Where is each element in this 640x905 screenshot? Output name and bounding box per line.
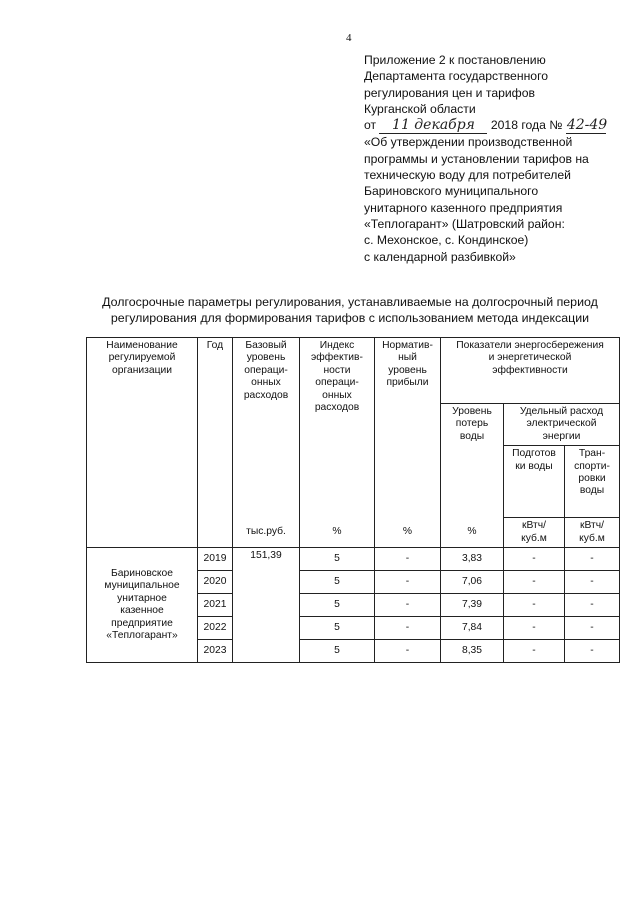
units-loss: % [441,518,504,548]
units-index: % [300,518,375,548]
handwritten-number: 42-49 [566,117,608,134]
title-line-2: регулирования для формирования тарифов с использованием метода индексации [110,311,590,325]
transport-cell: - [565,548,620,571]
profit-cell: - [375,617,441,640]
transport-cell: - [565,640,620,663]
transport-cell: - [565,617,620,640]
year-cell: 2021 [198,594,233,617]
appendix-subject-line: Бариновского муниципального [364,184,539,199]
date-year: 2018 года № [490,118,563,133]
year-cell: 2022 [198,617,233,640]
appendix-date-line [364,117,632,134]
appendix-subject-line: с календарной разбивкой» [364,249,516,264]
index-cell: 5 [300,640,375,663]
header-transport: Тран- спорти- ровки воды [565,446,620,518]
org-name-cell: Бариновское муниципальное унитарное казенное предприятие «Теплогарант» [87,548,198,663]
units-prep: кВтч/ куб.м [504,518,565,548]
transport-cell: - [565,594,620,617]
prep-cell: - [504,594,565,617]
appendix-line: Приложение 2 к постановлению [364,53,546,67]
units-org [87,518,198,548]
loss-cell: 3,83 [441,548,504,571]
loss-cell: 8,35 [441,640,504,663]
appendix-subject-line: с. Мехонское, с. Кондинское) [364,233,529,248]
prep-cell: - [504,617,565,640]
header-row-1 [87,338,620,404]
appendix-subject-line: «Об утверждении производственной [364,135,573,150]
prep-cell: - [504,548,565,571]
appendix-header [364,52,632,265]
appendix-subject-line: «Теплогарант» (Шатровский район: [364,216,565,231]
prep-cell: - [504,640,565,663]
appendix-line: Курганской области [364,101,476,116]
index-cell: 5 [300,617,375,640]
loss-cell: 7,06 [441,571,504,594]
year-cell: 2020 [198,571,233,594]
header-org: Наименование регулируемой организации [87,338,198,518]
profit-cell: - [375,548,441,571]
header-loss: Уровень потерь воды [441,404,504,518]
index-cell: 5 [300,594,375,617]
title-line-1: Долгосрочные параметры регулирования, устанавливаемые на долгосрочный период [102,295,598,309]
loss-cell: 7,39 [441,594,504,617]
table-row [87,548,620,571]
appendix-line: регулирования цен и тарифов [364,85,535,100]
prep-cell: - [504,571,565,594]
profit-cell: - [375,571,441,594]
year-cell: 2023 [198,640,233,663]
appendix-subject-line: программы и установлении тарифов на [364,151,589,166]
units-base: тыс.руб. [233,518,300,548]
units-row [87,518,620,548]
transport-cell: - [565,571,620,594]
header-index: Индекс эффектив- ности операци- онных расходов [300,338,375,518]
units-profit: % [375,518,441,548]
header-base: Базовый уровень операци- онных расходов [233,338,300,518]
date-prefix: от [364,118,377,133]
index-cell: 5 [300,548,375,571]
header-elec-group: Удельный расход электрической энергии [504,404,620,446]
appendix-subject-line: унитарного казенного предприятия [364,200,563,215]
year-cell: 2019 [198,548,233,571]
page-number: 4 [346,32,352,44]
units-transport: кВтч/ куб.м [565,518,620,548]
document-title [70,294,630,326]
header-energy-group: Показатели энергосбережения и энергетической эффективности [441,338,620,404]
base-value-cell: 151,39 [233,548,300,663]
handwritten-date: 11 декабря [379,117,487,134]
index-cell: 5 [300,571,375,594]
appendix-line: Департамента государственного [364,69,549,84]
loss-cell: 7,84 [441,617,504,640]
header-prep: Подготов ки воды [504,446,565,518]
header-year: Год [198,338,233,548]
header-profit: Норматив- ный уровень прибыли [375,338,441,518]
profit-cell: - [375,594,441,617]
appendix-subject-line: техническую воду для потребителей [364,168,571,183]
parameters-table [86,337,620,663]
profit-cell: - [375,640,441,663]
